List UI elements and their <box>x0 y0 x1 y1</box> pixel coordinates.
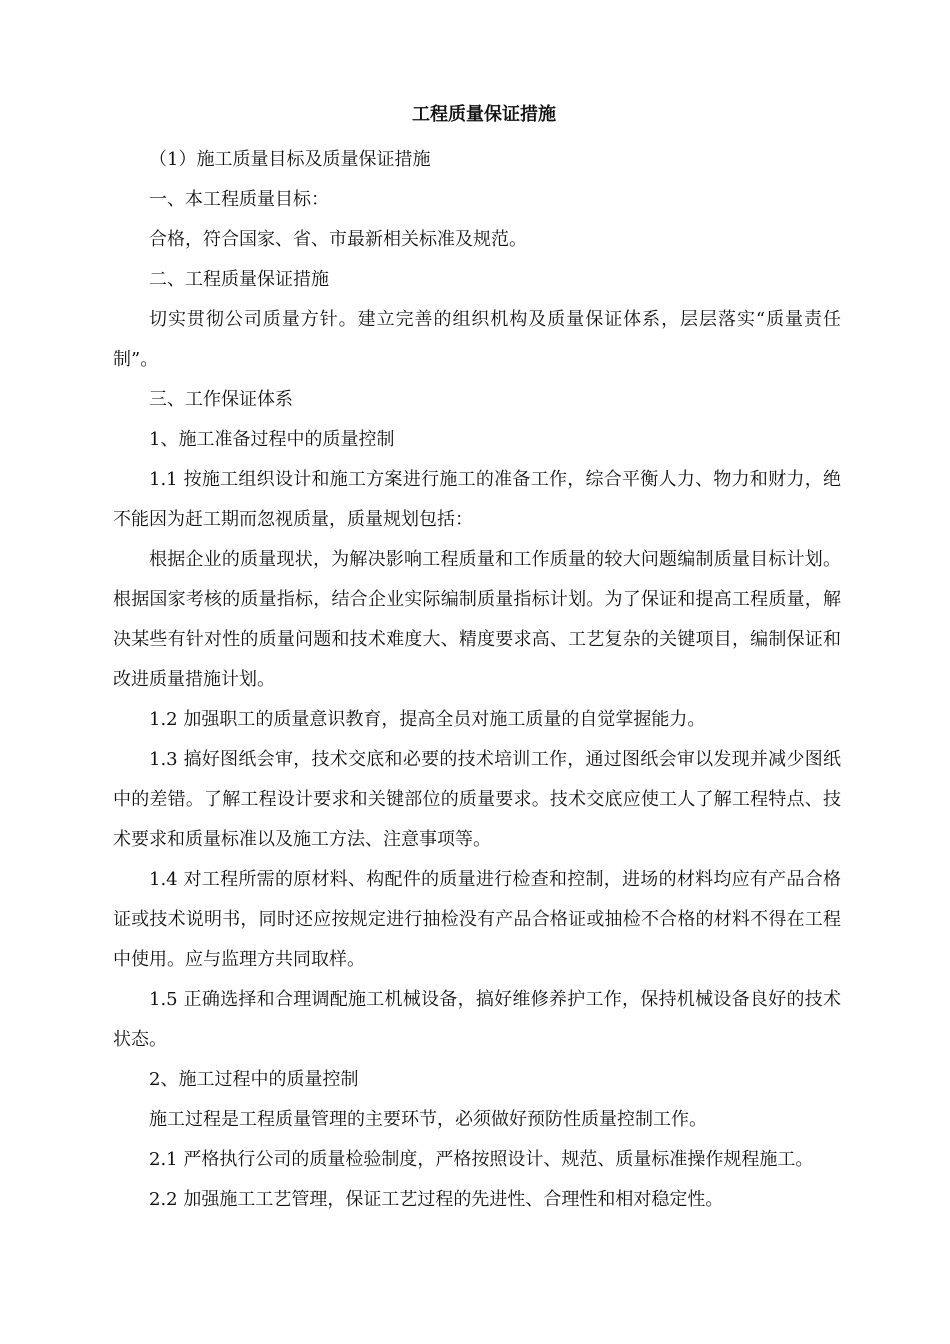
paragraph-quality-target-heading: （1）施工质量目标及质量保证措施 <box>149 149 431 170</box>
paragraph-item-1-4: 1.4 对工程所需的原材料、构配件的质量进行检查和控制，进场的材料均应有产品合格证或技术说明书，同时还应按规定进行抽检没有产品合格证或抽检不合格的材料不得在工程中使用。应与监理方共同取样。 <box>113 869 841 970</box>
paragraph-item-2-2: 2.2 加强施工工艺管理，保证工艺过程的先进性、合理性和相对稳定性。 <box>149 1189 724 1210</box>
paragraph-section-two: 二、工程质量保证措施 <box>149 269 329 290</box>
paragraph-subsection-1: 1、施工准备过程中的质量控制 <box>149 429 395 450</box>
paragraph-item-2-1: 2.1 严格执行公司的质量检验制度，严格按照设计、规范、质量标准操作规程施工。 <box>149 1149 814 1170</box>
paragraph-construction-process: 施工过程是工程质量管理的主要环节，必须做好预防性质量控制工作。 <box>149 1109 707 1130</box>
paragraph-section-one: 一、本工程质量目标： <box>149 189 329 210</box>
paragraph-subsection-2: 2、施工过程中的质量控制 <box>149 1069 359 1090</box>
paragraph-quality-plan: 根据企业的质量现状，为解决影响工程质量和工作质量的较大问题编制质量目标计划。根据国家考核的质量指标，结合企业实际编制质量指标计划。为了保证和提高工程质量，解决某些有针对性的质量问题和技术难度大、精度要求高、工艺复杂的关键项目，编制保证和改进质量措施计划。 <box>113 549 841 690</box>
paragraph-quality-target: 合格，符合国家、省、市最新相关标准及规范。 <box>149 229 527 250</box>
paragraph-item-1-2: 1.2 加强职工的质量意识教育，提高全员对施工质量的自觉掌握能力。 <box>149 709 706 730</box>
document-title: 工程质量保证措施 <box>412 104 556 125</box>
paragraph-item-1-3: 1.3 搞好图纸会审，技术交底和必要的技术培训工作，通过图纸会审以发现并减少图纸中的差错。了解工程设计要求和关键部位的质量要求。技术交底应使工人了解工程特点、技术要求和质量标准以及施工方法、注意事项等。 <box>113 749 841 850</box>
paragraph-item-1-5: 1.5 正确选择和合理调配施工机械设备，搞好维修养护工作，保持机械设备良好的技术状态。 <box>113 989 841 1050</box>
document-page <box>113 100 841 1220</box>
paragraph-section-three: 三、工作保证体系 <box>149 389 293 410</box>
paragraph-quality-policy: 切实贯彻公司质量方针。建立完善的组织机构及质量保证体系，层层落实“质量责任制”。 <box>113 309 841 370</box>
paragraph-item-1-1: 1.1 按施工组织设计和施工方案进行施工的准备工作，综合平衡人力、物力和财力，绝不能因为赶工期而忽视质量，质量规划包括： <box>113 469 841 530</box>
